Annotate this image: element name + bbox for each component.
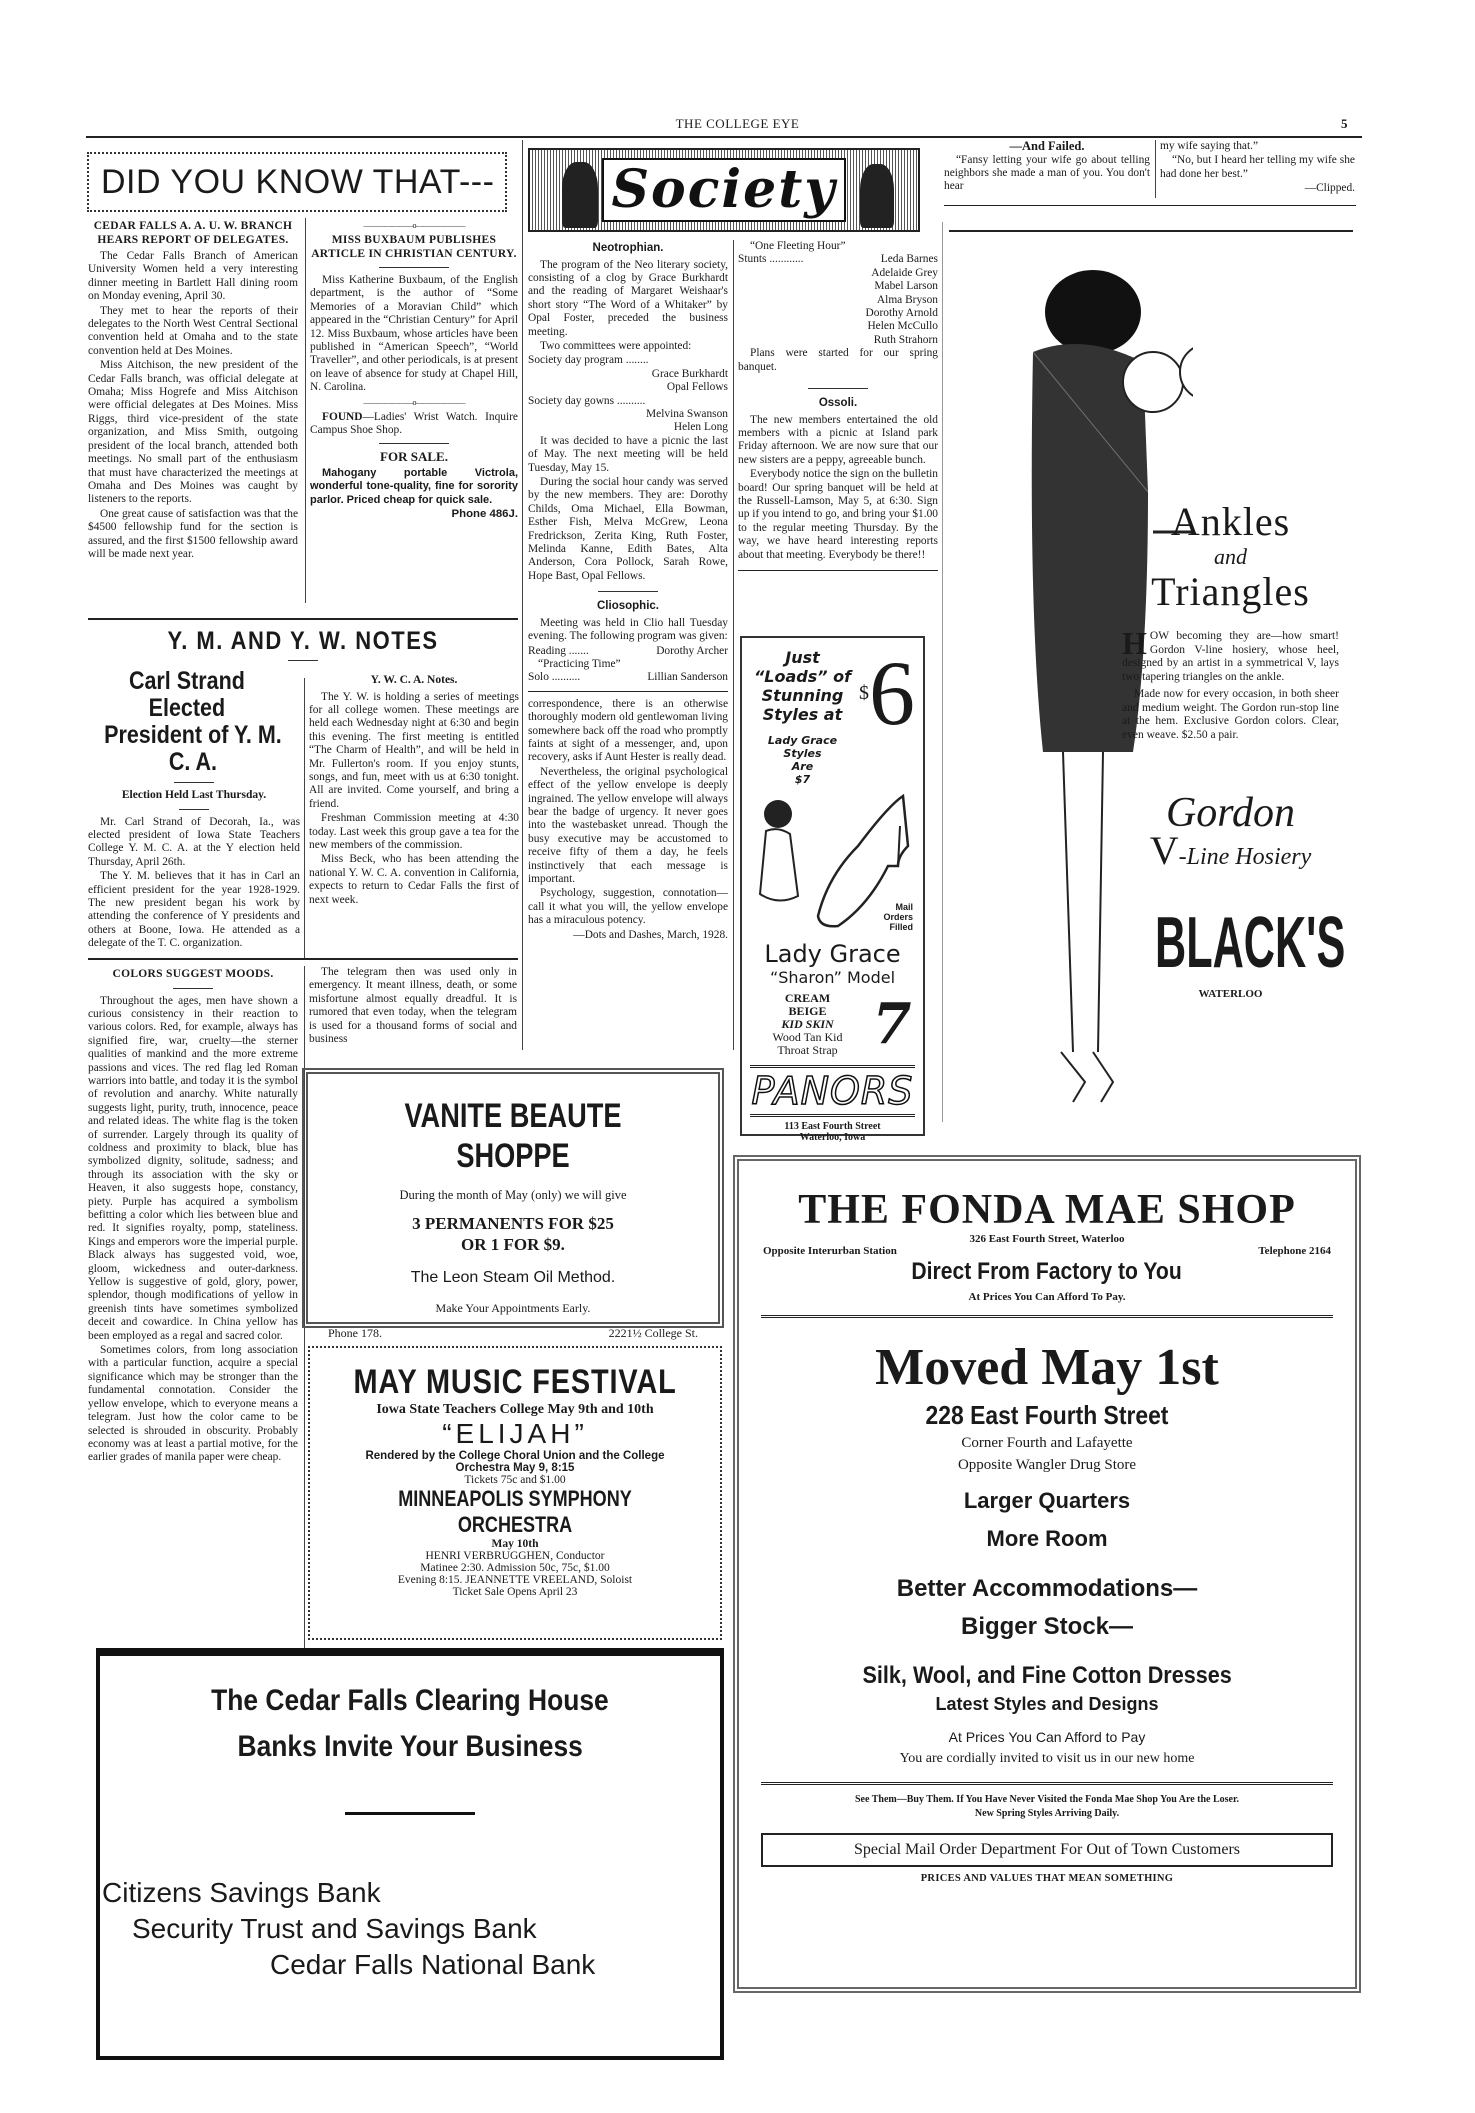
fonda-telephone: Telephone 2164 <box>1258 1245 1331 1257</box>
colors-paragraph: correspondence, there is an otherwise thoroughly modern old gentlewoman living somewhere back off the road who promptly faints at sight of a messenger, and, upon recovery, asks if Aunt Hester is really dead. <box>528 697 728 764</box>
neotrophian-paragraph: The program of the Neo literary society, consisting of a clog by Grace Burkhardt and the reading of Margaret Weishaar's short story “The Word of a Whitaker” by Opal Foster, preceded the business meeting. <box>528 258 728 338</box>
fonda-opposite: Opposite Interurban Station <box>763 1245 897 1257</box>
program-title: “One Fleeting Hour” <box>750 240 846 252</box>
masthead-rule <box>86 136 1362 138</box>
aauw-paragraph: They met to hear the reports of their delegates to the North West Central Sectional convention held at Omaha and to the state convention held at Des Moines. <box>88 304 298 357</box>
buxbaum-article <box>310 218 518 522</box>
vanite-cta: Make Your Appointments Early. <box>435 1301 591 1315</box>
panors-dollar-sign: $ <box>859 682 869 704</box>
aauw-article <box>88 218 298 562</box>
found-text: —Ladies' Wrist Watch. Inquire Campus Shoe Shop. <box>310 410 518 437</box>
separator: ———————o——————— <box>363 397 465 407</box>
committee-name: Grace Burkhardt <box>651 367 728 380</box>
strand-paragraph: Mr. Carl Strand of Decorah, Ia., was elected president of Iowa State Teachers College Y. M. C. A. at the Y election held Thursday, April 26th. <box>88 815 300 868</box>
ymyw-section-title: Y. M. AND Y. W. NOTES <box>167 626 439 655</box>
fonda-bigger: Bigger Stock— <box>960 1613 1134 1640</box>
gordon-title-triangles: Triangles <box>1151 569 1310 614</box>
vanite-beaute-ad <box>302 1068 724 1340</box>
vanite-method: The Leon Steam Oil Method. <box>410 1269 616 1286</box>
stunts-name: Ruth Strahorn <box>873 333 938 346</box>
joke-credit: —Clipped. <box>1304 182 1355 195</box>
column-divider <box>522 140 523 1050</box>
separator <box>288 660 318 661</box>
panors-small-text: $7 <box>794 773 811 786</box>
fonda-values: PRICES AND VALUES THAT MEAN SOMETHING <box>920 1873 1174 1884</box>
for-sale-phone: Phone 486J. <box>451 508 518 521</box>
separator: ———————o——————— <box>363 221 465 230</box>
music-rendered: Rendered by the College Choral Union and the College <box>365 1450 665 1462</box>
section-rule <box>88 618 518 620</box>
fonda-more-room: More Room <box>986 1526 1108 1551</box>
panors-price-7: 7 <box>872 991 912 1057</box>
society-col1 <box>528 240 728 942</box>
ywca-paragraph: Freshman Commission meeting at 4:30 today. Last week this group gave a tea for the new members of the commission. <box>309 812 519 851</box>
section-rule <box>528 691 728 692</box>
fonda-moved: Moved May 1st <box>875 1339 1219 1396</box>
colors-paragraph: Throughout the ages, men have shown a curious consistency in their reaction to various colors. Red, for example, always has signified fire, war, cruelty—the sterner qualities of mankind and the more extreme passions and vices. The red flag led Roman warriors into battle, and today it is the symbol of revolution and anarchy. White naturally suggests light, purity, truth, innocence, peace and related ideas. The white flag is the token of surrender. Largely through its quality of coldness and proximity to black, blue has symbolized dignity, solitude, sadness; and through its association with the sky or Heaven, it also suggests hope, constancy, piety. Purple has acquired a symbolism befitting a color which lies between blue and red. It signifies royalty, pomp, stateliness. Kings and emperors wore the imperial purple. Black always has suggested void, woe, gloom, wickedness and outer-darkness. Yellow is suggestive of gold, glory, power, splendor, though modifications of yellow in greenish tints have sometimes symbolized deceit and cowardice. In China yellow has been employed as a regal and sacred color. <box>88 994 298 1342</box>
panors-price-6: 6 <box>869 642 915 744</box>
ossoli-headline: Ossoli. <box>818 397 858 410</box>
panors-spec: BEIGE <box>788 1003 827 1018</box>
stunts-name: Mabel Larson <box>874 280 938 293</box>
music-date: May 10th <box>491 1538 539 1550</box>
ossoli-paragraph: Everybody notice the sign on the bulletin board! Our spring banquet will be held at the Russell-Lamson, May 5, at 6:30. Sign up if you intend to go, and bring your $1.00 to the regular meeting Thursday. By the way, we have heard interesting reports about that meeting. Everybody be there!! <box>738 468 938 561</box>
gordon-dropcap: H <box>1122 625 1147 661</box>
separator <box>173 988 213 989</box>
committee-name: Opal Fellows <box>666 381 728 394</box>
column-divider <box>304 678 305 958</box>
panors-small-text: Lady Grace <box>767 734 838 747</box>
blacks-store-name: BLACK'S <box>1154 902 1346 983</box>
music-orchestra: Orchestra May 9, 8:15 <box>455 1462 575 1474</box>
ywca-paragraph: The Y. W. is holding a series of meetings for all college women. These meetings are held each Wednesday night at 6:30 and begin this evening. The first meeting is entitled “The Charm of Health”, and will be held in Mr. Fullerton's room. If you enjoy stunts, songs, and fun, meet with us at 6:30 tonight. All are invited. Come yourself, and bring a friend. <box>309 690 519 810</box>
section-rule <box>738 570 938 571</box>
committee-label: Society day gowns .......... <box>528 394 646 407</box>
music-title: MAY MUSIC FESTIVAL <box>353 1363 677 1401</box>
program-label: Solo .......... <box>528 671 581 684</box>
separator <box>808 388 868 389</box>
stunts-name: Alma Bryson <box>876 293 938 306</box>
vanite-name: VANITE BEAUTE SHOPPE <box>404 1097 622 1175</box>
aauw-paragraph: The Cedar Falls Branch of American University Women held a very interesting dinner meeting in Bartlett Hall dining room on Monday evening, April 30. <box>88 250 298 303</box>
panors-stunning: Stunning <box>761 686 844 705</box>
buxbaum-headline: MISS BUXBAUM PUBLISHES ARTICLE IN CHRISTIAN CENTURY. <box>311 234 517 260</box>
committee-label: Society day program ........ <box>528 354 649 367</box>
panors-mail: Filled <box>889 922 913 932</box>
panors-city: Waterloo, Iowa <box>799 1132 866 1143</box>
colors-paragraph: The telegram then was used only in emergency. It meant illness, death, or some misfortune almost equally dreadful. It is rumored that even today, when the telegram is used for a thousand forms of social and business <box>309 966 517 1046</box>
fonda-better: Better Accommodations— <box>896 1575 1198 1602</box>
committee-name: Melvina Swanson <box>646 407 728 420</box>
fonda-rule <box>761 1782 1333 1785</box>
fonda-new-address: 228 East Fourth Street <box>925 1400 1169 1430</box>
column-divider <box>733 240 734 1050</box>
did-you-know-title: DID YOU KNOW THAT--- <box>101 162 495 201</box>
cliosophic-headline: Cliosophic. <box>597 600 659 613</box>
cliosophic-paragraph: Meeting was held in Clio hall Tuesday evening. The following program was given: <box>528 616 728 643</box>
fonda-see-them: See Them—Buy Them. If You Have Never Visited the Fonda Mae Shop You Are the Loser. <box>855 1794 1239 1805</box>
colors-credit: —Dots and Dashes, March, 1928. <box>573 928 728 941</box>
ossoli-paragraph: The new members entertained the old members with a picnic at Island park Friday afternoon. We are now sure that our new sisters are a peppy, agreeable bunch. <box>738 413 938 466</box>
vanite-offer: 3 PERMANENTS FOR $25 <box>412 1214 614 1233</box>
ymyw-section-title-wrap <box>88 628 518 667</box>
gordon-hosiery-ad <box>942 222 1352 1122</box>
fonda-mae-shop-ad <box>733 1155 1361 1993</box>
colors-article-col2 <box>309 966 517 1047</box>
separator <box>345 1812 475 1815</box>
fonda-spring: New Spring Styles Arriving Daily. <box>974 1808 1120 1819</box>
panors-spec: CREAM <box>784 990 831 1005</box>
panors-loads: “Loads” of <box>753 667 852 686</box>
aauw-paragraph: Miss Aitchison, the new president of the Cedar Falls branch, was official delegate at Omaha; Miss Hogrefe and Miss Aitchison were official delegates at Des Moines. Miss Riggs, third vice-president of the state organization, and Miss Smith, outgoing president of the local branch, attended both meetings. No small part of the enthusiasm that must have characterized the meetings at Omaha and Des Moines was caught by listeners to the reports. <box>88 359 298 506</box>
committee-name: Helen Long <box>673 421 728 434</box>
colors-paragraph: Sometimes colors, from long association with a particular function, acquire a special significance which may be stronger than the fundamental connotation. Consider the yellow envelope, which to everyone means a telegram. Just how the color came to be selected is shrouded in obscurity. Probably economy was at least a partial motive, for the earlier grades of manila paper were cheap. <box>88 1344 298 1464</box>
panors-ad <box>740 636 925 1143</box>
stunts-name: Leda Barnes <box>880 253 938 266</box>
separator <box>174 782 214 783</box>
panors-small-text: Styles <box>783 747 822 760</box>
bank-headline-line2: Banks Invite Your Business <box>237 1730 583 1763</box>
program-value: Dorothy Archer <box>656 644 728 657</box>
aauw-paragraph: One great cause of satisfaction was that the $4500 fellowship fund for the section is assured, and the first $1500 fellowship award will be made next year. <box>88 507 298 560</box>
joke-text: my wife saying that.” <box>1160 140 1259 152</box>
vanite-offer: OR 1 FOR $9. <box>461 1235 565 1254</box>
fonda-address: 326 East Fourth Street, Waterloo <box>969 1233 1125 1245</box>
panors-styles-at: Styles at <box>762 705 843 724</box>
fonda-corner: Corner Fourth and Lafayette <box>961 1435 1133 1451</box>
joke-text: “Fansy letting your wife go about telling neighbors she made a man of you. You don't hear <box>944 153 1150 193</box>
panors-just: Just <box>785 648 820 667</box>
society-title: Society <box>602 158 847 222</box>
gordon-paragraph: Made now for every occasion, in both sheer and medium weight. The Gordon run-stop line at the hem. Exclusive Gordon colors. Clear, even weave. $2.50 a pair. <box>1122 688 1339 741</box>
strand-headline-line2: President of Y. M. C. A. <box>104 721 282 776</box>
neotrophian-headline: Neotrophian. <box>592 242 664 254</box>
buxbaum-paragraph: Miss Katherine Buxbaum, of the English department, is the author of “Some Memories of a Moravian Child” which appeared in the “Christian Century” for April 12. Miss Buxbaum, whose articles have been published in “American Speech”, “World Traveller”, and other periodicals, is at present on leave of absence for study at Chapel Hill, N. Carolina. <box>310 274 518 394</box>
colors-headline: COLORS SUGGEST MOODS. <box>112 968 274 980</box>
bank-name: Security Trust and Savings Bank <box>132 1913 537 1944</box>
gordon-vline-text: -Line Hosiery <box>1178 844 1312 870</box>
joke-text: “No, but I heard her telling my wife she had done her best.” <box>1160 154 1355 180</box>
fonda-dresses: Silk, Wool, and Fine Cotton Dresses <box>862 1662 1232 1689</box>
neotrophian-paragraph: Two committees were appointed: <box>540 339 692 352</box>
music-sub: Iowa State Teachers College May 9th and 10th <box>376 1402 654 1417</box>
strand-article <box>88 668 300 952</box>
found-label: FOUND <box>322 410 363 423</box>
fonda-opposite-2: Opposite Wangler Drug Store <box>957 1457 1137 1473</box>
gordon-vline-v: V <box>1149 828 1179 873</box>
panors-spec: Throat Strap <box>777 1042 838 1057</box>
society-banner <box>528 148 920 232</box>
fonda-larger: Larger Quarters <box>963 1488 1131 1513</box>
colors-article-col1 <box>88 966 298 1466</box>
ywca-article <box>309 672 519 908</box>
vanite-line: During the month of May (only) we will give <box>399 1188 627 1202</box>
fonda-mail-order-box: Special Mail Order Department For Out of Town Customers <box>761 1833 1333 1867</box>
vanite-address: 2221½ College St. <box>608 1326 698 1340</box>
ywca-paragraph: Miss Beck, who has been attending the national Y. W. C. A. convention in California, expects to return to Cedar Falls the first of next week. <box>309 853 519 906</box>
separator <box>598 591 658 592</box>
fonda-rule <box>761 1315 1333 1318</box>
masthead-title: THE COLLEGE EYE <box>675 116 800 131</box>
program-label: “Practicing Time” <box>538 657 621 670</box>
colors-paragraph: Nevertheless, the original psychological effect of the yellow envelope is deeply ingrained. The yellow envelope will always bear the badge of urgency. It never goes into the wastebasket unread. Though the busy executive may be accustomed to receive fifty of them a day, he feels instinctively that each message is important. <box>528 765 728 886</box>
fonda-prices-2: At Prices You Can Afford to Pay <box>948 1729 1146 1745</box>
column-divider <box>1155 140 1156 198</box>
stunts-name: Helen McCullo <box>867 320 938 333</box>
strand-paragraph: The Y. M. believes that it has in Carl an efficient president for the year 1928-1929. The new president began his work by attending the conference of Y presidents and others at Boone, Iowa. He attended as a delegate of the T. C. organization. <box>88 870 300 950</box>
panors-address: 113 East Fourth Street <box>784 1121 881 1132</box>
program-value: Lillian Sanderson <box>647 671 728 684</box>
music-conductor: HENRI VERBRUGGHEN, Conductor <box>425 1550 605 1562</box>
fonda-invite: You are cordially invited to visit us in our new home <box>899 1751 1195 1766</box>
joke-headline: —And Failed. <box>1009 139 1085 153</box>
clearing-house-banks-ad <box>96 1648 724 2060</box>
section-rule <box>944 205 1356 206</box>
fonda-name: THE FONDA MAE SHOP <box>798 1187 1296 1233</box>
stunts-name: Adelaide Grey <box>871 266 938 279</box>
panors-spec: Wood Tan Kid <box>772 1029 843 1044</box>
neotrophian-paragraph: It was decided to have a picnic the last of May. The next meeting will be held Tuesday, May 15. <box>528 434 728 474</box>
music-symphony: MINNEAPOLIS SYMPHONY ORCHESTRA <box>398 1486 632 1537</box>
music-work: “ELIJAH” <box>442 1418 588 1449</box>
may-music-festival-ad <box>308 1346 722 1640</box>
panors-model: “Sharon” Model <box>769 968 896 987</box>
bank-name: Citizens Savings Bank <box>102 1877 381 1908</box>
society-col2 <box>738 240 938 579</box>
panors-spec: KID SKIN <box>781 1016 834 1031</box>
gordon-brand: Gordon <box>1165 790 1296 836</box>
page-number: 5 <box>1341 116 1348 131</box>
bank-headline-line1: The Cedar Falls Clearing House <box>211 1684 609 1717</box>
column-divider <box>305 218 306 603</box>
panors-mail: Orders <box>883 912 913 922</box>
gordon-paragraph: OW becoming they are—how smart! Gordon V-line hosiery, whose heel, designed by an artist in a symmetrical V, lays two tapering triangles on the ankle. <box>1122 630 1339 683</box>
music-ticket-sale: Ticket Sale Opens April 23 <box>452 1586 578 1598</box>
separator <box>379 443 449 444</box>
man-figure-illustration <box>860 164 894 228</box>
gordon-title-and: and <box>1214 544 1247 569</box>
blacks-city: WATERLOO <box>1198 988 1263 1000</box>
music-matinee: Matinee 2:30. Admission 50c, 75c, $1.00 <box>420 1562 610 1574</box>
fonda-direct: Direct From Factory to You <box>911 1258 1183 1285</box>
section-rule <box>88 958 518 960</box>
strand-headline-line1: Carl Strand Elected <box>128 667 245 722</box>
program-label: Reading ....... <box>528 644 589 657</box>
neotrophian-paragraph: During the social hour candy was served by the new members. They are: Dorothy Childs, Oma Michael, Ella Bowman, Esther Fish, Melva McGrew, Leona Fredrickson, Zerita King, Ruth Foster, Melinda Kanne, Edith Bates, Alta Anderson, Cora Pollock, Sarah Rowe, Hope Bast, Opal Fellows. <box>528 476 728 582</box>
aauw-headline: CEDAR FALLS A. A. U. W. BRANCH HEARS REPORT OF DELEGATES. <box>93 220 293 246</box>
woman-figure-illustration <box>562 162 598 228</box>
joke-col1 <box>944 140 1150 195</box>
bank-name: Cedar Falls National Bank <box>270 1949 596 1980</box>
stunts-name: Dorothy Arnold <box>865 307 938 320</box>
for-sale-text: Mahogany portable Victrola, wonderful tone-quality, fine for sorority parlor. Priced cheap for quick sale. <box>310 466 518 506</box>
did-you-know-banner <box>87 152 507 212</box>
separator <box>379 267 449 268</box>
panors-mail: Mail <box>895 902 913 912</box>
separator <box>179 809 209 810</box>
stunts-label: Stunts ............ <box>738 253 804 266</box>
joke-col2 <box>1160 140 1355 196</box>
fonda-latest: Latest Styles and Designs <box>935 1694 1159 1714</box>
music-evening: Evening 8:15. JEANNETTE VREELAND, Soloist <box>397 1574 633 1586</box>
fonda-prices-1: At Prices You Can Afford To Pay. <box>968 1291 1126 1303</box>
panors-small-text: Are <box>791 760 814 773</box>
plans-paragraph: Plans were started for our spring banquet. <box>738 347 938 373</box>
ywca-headline: Y. W. C. A. Notes. <box>370 674 458 686</box>
for-sale-headline: FOR SALE. <box>380 449 448 465</box>
panors-store-name: PANORS <box>750 1065 915 1117</box>
strand-subhead: Election Held Last Thursday. <box>121 789 267 801</box>
vanite-phone: Phone 178. <box>328 1326 382 1340</box>
gordon-title-ankles: Ankles <box>1170 499 1291 544</box>
colors-paragraph: Psychology, suggestion, connotation—call it what you will, the yellow envelope has a miraculous potency. <box>528 887 728 927</box>
music-tickets: Tickets 75c and $1.00 <box>464 1474 566 1486</box>
panors-brand: Lady Grace <box>764 940 901 968</box>
